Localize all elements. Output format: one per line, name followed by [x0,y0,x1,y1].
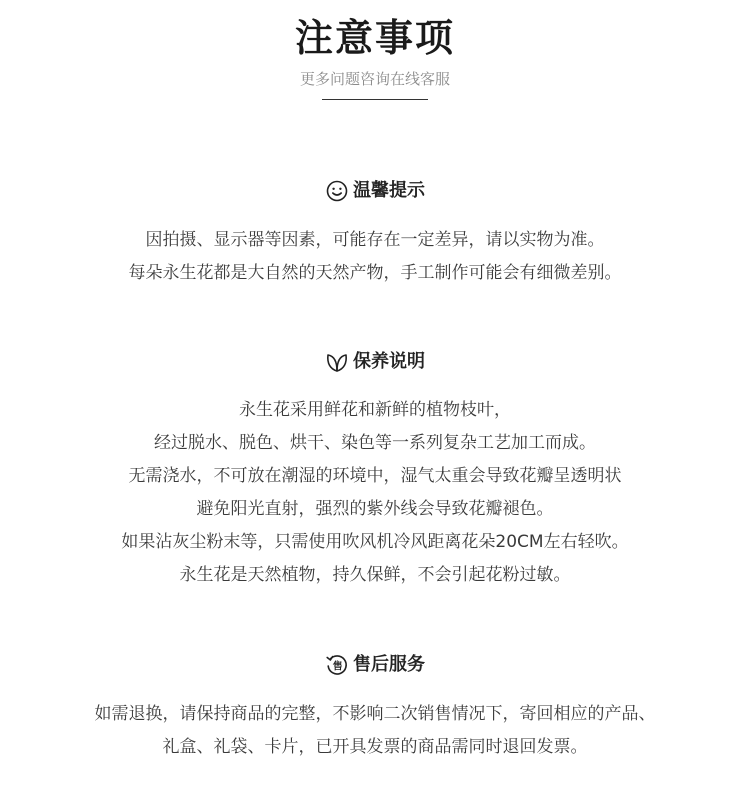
section-title-after-sales: 售后服务 [353,654,425,675]
after-sales-icon-glyph: 售 [332,661,343,673]
page-subtitle: 更多问题咨询在线客服 [299,70,450,88]
care-line-1: 永生花采用鲜花和新鲜的植物枝叶， [239,400,511,420]
section-heading-tips [0,176,750,206]
section-body-care [0,394,750,592]
care-line-3: 无需浇水，不可放在潮湿的环境中，湿气太重会导致花瓣呈透明状 [128,466,622,486]
after-sales-line-1: 如需退换，请保持商品的完整，不影响二次销售情况下，寄回相应的产品、 [94,704,656,724]
tips-line-1: 因拍摄、显示器等因素，可能存在一定差异，请以实物为准。 [145,230,605,250]
care-line-6: 永生花是天然植物，持久保鲜，不会引起花粉过敏。 [179,565,571,585]
smile-icon [325,179,349,203]
after-sales-line-2: 礼盒、礼袋、卡片，已开具发票的商品需同时退回发票。 [162,737,588,757]
care-line-5: 如果沾灰尘粉末等，只需使用吹风机冷风距离花朵20CM左右轻吹。 [121,532,629,552]
section-body-tips [0,224,750,290]
section-heading-after-sales [0,650,750,680]
title-underline [322,99,428,100]
section-title-tips: 温馨提示 [353,180,425,201]
tips-line-2: 每朵永生花都是大自然的天然产物，手工制作可能会有细微差别。 [128,263,622,283]
leaf-icon [325,350,349,374]
section-heading-care [0,347,750,377]
care-line-4: 避免阳光直射，强烈的紫外线会导致花瓣褪色。 [196,499,554,519]
after-sales-icon [325,653,349,677]
page-title: 注意事项 [294,16,455,60]
section-body-after-sales [0,698,750,764]
care-line-2: 经过脱水、脱色、烘干、染色等一系列复杂工艺加工而成。 [154,433,596,453]
section-title-care: 保养说明 [353,351,425,372]
